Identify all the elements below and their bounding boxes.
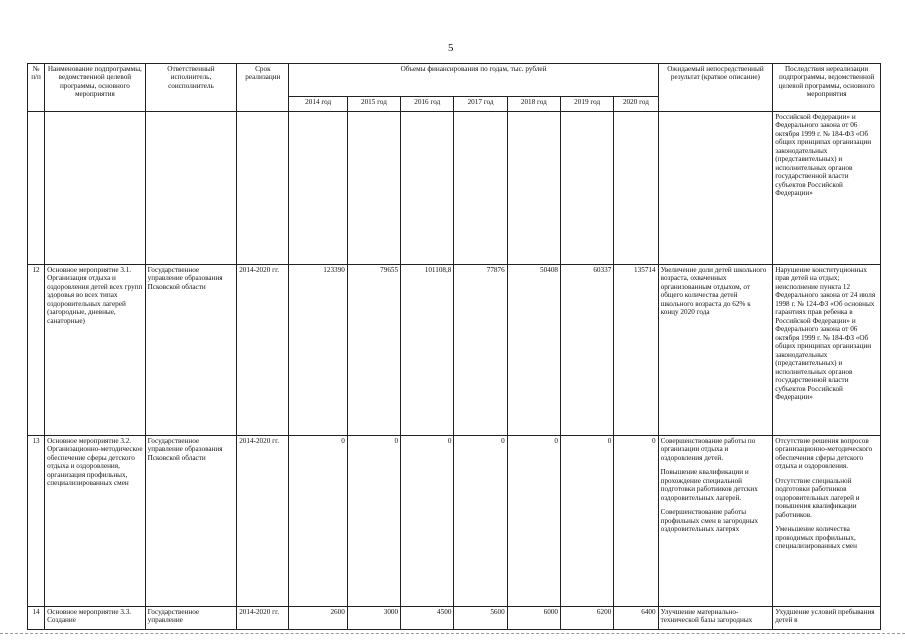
header-financing: Объемы финансирования по годам, тыс. рублей xyxy=(289,64,658,97)
cell-empty xyxy=(28,112,45,265)
cell-value: 0 xyxy=(614,436,658,607)
cell-empty xyxy=(289,112,347,265)
cell-value: 0 xyxy=(347,436,400,607)
table-row xyxy=(28,607,881,630)
cell-empty xyxy=(454,112,507,265)
consequence-paragraph: Нарушение конституционных прав детей на отдых; неисполнение пункта 12 Федерального закона от 24 июля 1998 г. № 124-ФЗ «Об основных гарантиях прав ребенка в Российской Федерации» и Федерального закона от 06 октября 1999 г. № 184-ФЗ «Об общих принципах организации законодательных (представительных) и исполнительных органов государственной власти субъектов Российской Федерации» xyxy=(775,266,876,402)
cell-consequences: Российской Федерации» и Федерального закона от 06 октября 1999 г. № 184-ФЗ «Об общих принципах организации законодательных (представительных) и исполнительных органов государственной власти субъектов Российской Федерации» xyxy=(773,112,881,265)
cell-value: 77876 xyxy=(454,265,507,436)
cell-empty xyxy=(507,112,560,265)
cell-value: 0 xyxy=(507,436,560,607)
cell-value: 6200 xyxy=(561,607,614,630)
cell-consequences xyxy=(773,436,881,607)
page-edge-divider xyxy=(0,633,905,635)
cell-executor: Государственное управление образования Псковской области xyxy=(145,265,237,436)
cell-value: 6000 xyxy=(507,607,560,630)
result-paragraph: Повышение квалификации и прохождение специальной подготовки работников детских оздоровительных лагерей. xyxy=(660,468,758,502)
cell-consequences xyxy=(773,265,881,436)
cell-executor: Государственное управление xyxy=(145,607,237,630)
cell-value: 6400 xyxy=(614,607,658,630)
header-row-1 xyxy=(28,64,881,97)
table-row xyxy=(28,265,881,436)
header-period: Срок реализации xyxy=(237,64,289,112)
header-year: 2019 год xyxy=(561,97,614,112)
header-executor: Ответственный исполнитель, соисполнитель xyxy=(145,64,237,112)
cell-result xyxy=(658,265,773,436)
cell-empty xyxy=(347,112,400,265)
header-year: 2020 год xyxy=(614,97,658,112)
header-year: 2016 год xyxy=(401,97,454,112)
page-number: 5 xyxy=(448,42,454,54)
cell-value: 79655 xyxy=(347,265,400,436)
cell-empty xyxy=(45,112,146,265)
cell-executor: Государственное управление образования Псковской области xyxy=(145,436,237,607)
cell-value: 0 xyxy=(401,436,454,607)
table-row-continuation xyxy=(28,112,881,265)
consequence-paragraph: Отсутствие специальной подготовки работников оздоровительных лагерей и повышения квалификации работников. xyxy=(775,476,860,519)
cell-value: 60337 xyxy=(561,265,614,436)
cell-value: 50408 xyxy=(507,265,560,436)
cell-value: 135714 xyxy=(614,265,658,436)
cell-name: Основное мероприятие 3.1. Организация отдыха и оздоровления детей всех групп здоровья во всех типах оздоровительных лагерей (загородные, дневные, санаторные) xyxy=(45,265,146,436)
result-paragraph: Увеличение доли детей школьного возраста, охваченных организованным отдыхом, от общего количества детей школьного возраста до 62% к концу 2020 года xyxy=(660,266,767,317)
cell-value: 123390 xyxy=(289,265,347,436)
cell-name: Основное мероприятие 3.2. Организационно-методическое обеспечение сферы детского отдыха и оздоровления, организация профильных, специализированных смен xyxy=(45,436,146,607)
cell-empty xyxy=(561,112,614,265)
header-name: Наименование подпрограммы, ведомственной целевой программы, основного мероприятия xyxy=(45,64,146,112)
header-year: 2014 год xyxy=(289,97,347,112)
cell-period: 2014-2020 гг. xyxy=(237,265,289,436)
financing-table xyxy=(27,63,881,630)
consequence-paragraph: Отсутствие решения вопросов организационно-методического обеспечения сферы детского отдыха и оздоровления. xyxy=(775,437,873,471)
cell-result xyxy=(658,436,773,607)
result-paragraph: Улучшение материально-технической базы загородных xyxy=(660,608,753,625)
cell-value: 3000 xyxy=(347,607,400,630)
header-year: 2017 год xyxy=(454,97,507,112)
result-paragraph: Совершенствование работы профильных смен в загородных оздоровительных лагерях xyxy=(660,508,759,534)
cell-num: 14 xyxy=(28,607,45,630)
header-num: № п/п xyxy=(28,64,45,112)
header-result: Ожидаемый непосредственный результат (краткое описание) xyxy=(658,64,773,112)
cell-empty xyxy=(401,112,454,265)
cell-num: 12 xyxy=(28,265,45,436)
cell-value: 5600 xyxy=(454,607,507,630)
result-paragraph: Совершенствование работы по организации отдыха и оздоровления детей. xyxy=(660,437,756,462)
cell-empty xyxy=(237,112,289,265)
cell-num: 13 xyxy=(28,436,45,607)
cell-period: 2014-2020 гг. xyxy=(237,436,289,607)
cell-period: 2014-2020 гг. xyxy=(237,607,289,630)
header-consequences: Последствия нереализации подпрограммы, ведомственной целевой программы, основного мероприятия xyxy=(773,64,881,112)
table-row xyxy=(28,436,881,607)
cell-value: 101108,8 xyxy=(401,265,454,436)
cell-empty xyxy=(614,112,658,265)
cell-value: 0 xyxy=(454,436,507,607)
cell-name: Основное мероприятие 3.3. Создание xyxy=(45,607,146,630)
cell-empty xyxy=(658,112,773,265)
header-year: 2018 год xyxy=(507,97,560,112)
cell-empty xyxy=(145,112,237,265)
cell-value: 0 xyxy=(289,436,347,607)
header-year: 2015 год xyxy=(347,97,400,112)
cell-value: 0 xyxy=(561,436,614,607)
cell-value: 4500 xyxy=(401,607,454,630)
cell-consequences xyxy=(773,607,881,630)
cell-result xyxy=(658,607,773,630)
consequence-paragraph: Уменьшение количества проводимых профильных, специализированных смен xyxy=(775,525,857,551)
cell-value: 2600 xyxy=(289,607,347,630)
consequence-paragraph: Ухудшение условий пребывания детей в xyxy=(775,608,875,625)
